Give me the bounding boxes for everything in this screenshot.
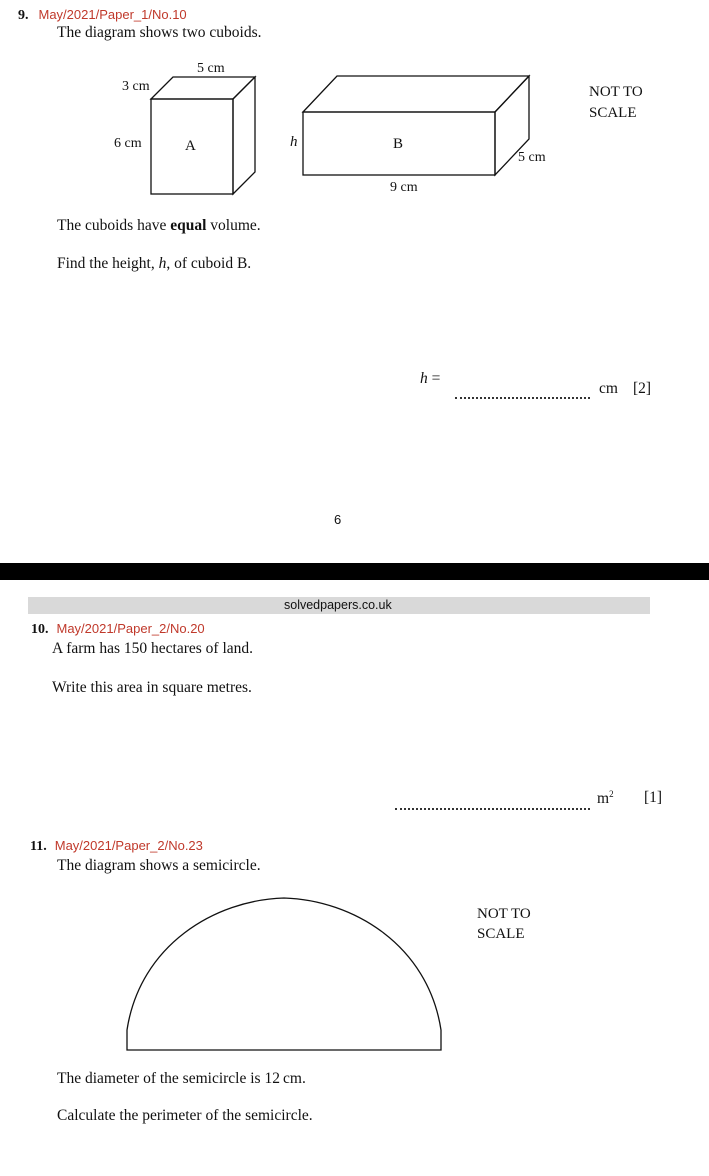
q11-not-to-scale-2: SCALE (477, 926, 525, 942)
watermark-text: solvedpapers.co.uk (284, 598, 392, 612)
q11-header (30, 837, 203, 855)
q11-line2: Calculate the perimeter of the semicircle. (57, 1107, 313, 1124)
q9-line1-bold: equal (170, 217, 207, 234)
cuboid-b-height-label: h (290, 134, 298, 150)
q11-semicircle-diagram (0, 890, 709, 1055)
q9-not-to-scale-1: NOT TO (589, 84, 643, 100)
q9-line2-pre: Find the height, (57, 255, 159, 272)
q9-answer-var: h (420, 370, 428, 387)
semicircle-shape (127, 898, 441, 1050)
q9-answer-eq: = (427, 370, 441, 387)
q9-cuboids-diagram (0, 50, 709, 210)
cuboid-b-depth-label: 5 cm (518, 150, 546, 165)
cuboid-b-top (303, 76, 529, 112)
q11-intro: The diagram shows a semicircle. (57, 857, 261, 874)
cuboid-a-top-label: 5 cm (197, 61, 225, 76)
q10-number: 10. (31, 622, 49, 637)
q10-unit-base: m (597, 790, 610, 808)
q9-line1 (57, 217, 261, 235)
cuboid-a-depth-label: 3 cm (122, 79, 150, 94)
q9-unit: cm (599, 380, 618, 397)
q10-line1: A farm has 150 hectares of land. (52, 640, 254, 657)
q9-not-to-scale-2: SCALE (589, 105, 637, 121)
q9-answer-line[interactable] (455, 397, 590, 399)
q10-answer-line[interactable] (395, 808, 590, 810)
q9-source: May/2021/Paper_1/No.10 (38, 7, 187, 22)
q10-unit-exp: 2 (609, 789, 614, 799)
q9-header (18, 6, 187, 24)
cuboid-a (151, 77, 255, 194)
cuboid-a-top (151, 77, 255, 99)
q9-intro: The diagram shows two cuboids. (57, 24, 262, 41)
cuboid-b-length-label: 9 cm (390, 180, 418, 195)
cuboid-a-side (233, 77, 255, 194)
q9-line2-var: h (158, 255, 167, 272)
q10-marks: [1] (644, 789, 663, 806)
page-number: 6 (334, 512, 342, 527)
q11-source: May/2021/Paper_2/No.23 (54, 838, 203, 853)
q9-line2 (57, 255, 251, 273)
cuboid-a-label: A (185, 138, 196, 154)
q10-line2: Write this area in square metres. (52, 679, 252, 696)
q11-number: 11. (30, 839, 47, 854)
q11-not-to-scale-1: NOT TO (477, 906, 531, 922)
q9-line1-post: volume. (206, 217, 261, 234)
page-separator (0, 563, 709, 580)
q10-unit (597, 789, 614, 808)
q10-source: May/2021/Paper_2/No.20 (56, 621, 205, 636)
cuboid-b-label: B (393, 136, 404, 152)
q9-answer-label (420, 370, 440, 388)
q9-number: 9. (18, 8, 29, 23)
q9-marks: [2] (633, 380, 652, 397)
q10-header (31, 620, 205, 638)
q11-line1: The diameter of the semicircle is 12 cm. (57, 1070, 306, 1087)
q9-line1-pre: The cuboids have (57, 217, 171, 234)
cuboid-a-height-label: 6 cm (114, 136, 142, 151)
q9-line2-post: , of cuboid B. (166, 255, 252, 272)
